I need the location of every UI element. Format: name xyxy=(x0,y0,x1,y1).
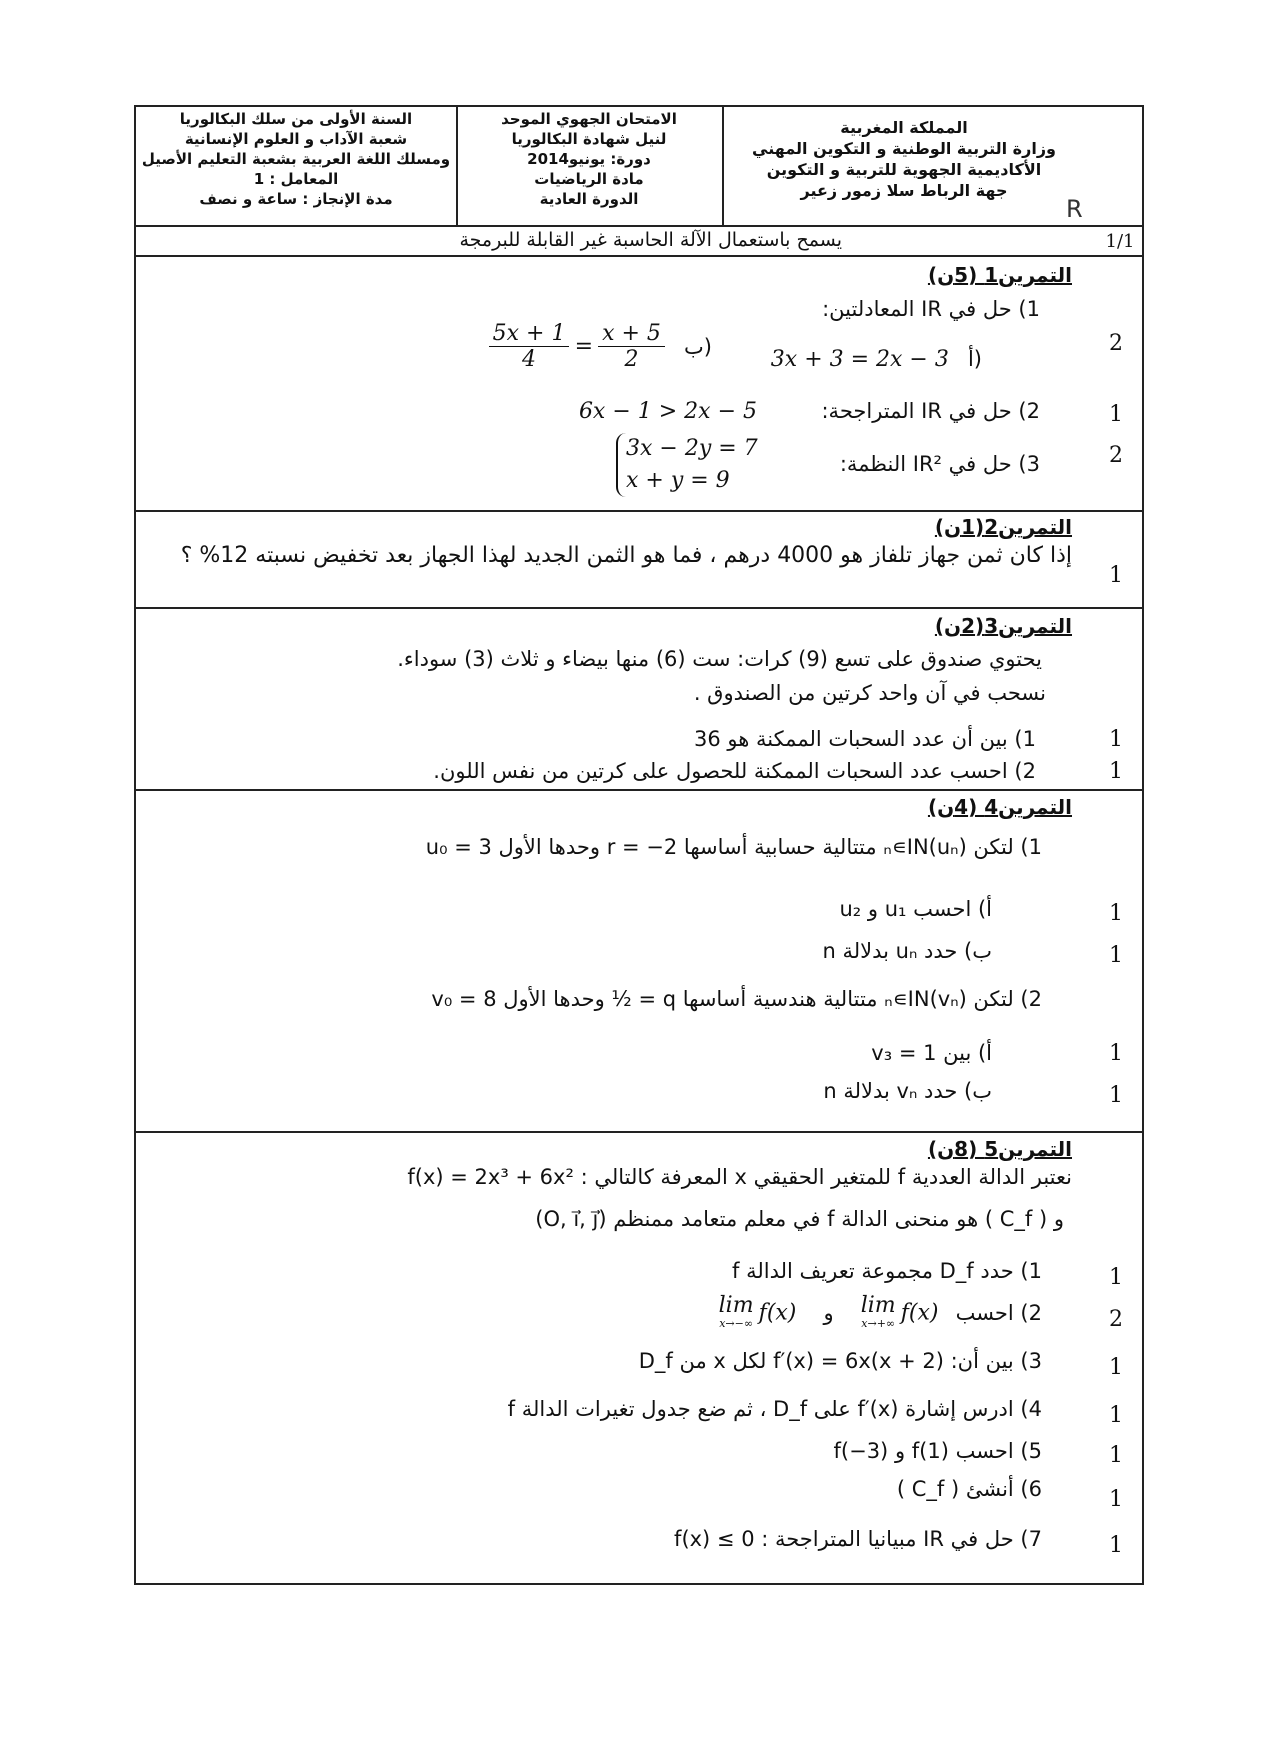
header-right-block xyxy=(724,117,1084,201)
ex3-line1: يحتوي صندوق على تسع (9) كرات: ست (6) منها بيضاء و ثلاث (3) سوداء. xyxy=(397,647,1042,671)
calculator-note: يسمح باستعمال الآلة الحاسبة غير القابلة للبرمجة xyxy=(459,229,842,251)
ex5-q2-text: 2) احسب xyxy=(955,1300,1042,1325)
ex1-a-equation: 3x + 3 = 2x − 3 xyxy=(770,347,949,372)
ex4-q2b: ب) حدد vₙ بدلالة n xyxy=(823,1079,992,1103)
equals-sign: = xyxy=(574,334,593,359)
ex4-q2: 2) لتكن (vₙ)ₙ∊IN متتالية هندسية أساسها q = ½ وحدها الأول v₀ = 8 xyxy=(431,987,1042,1011)
fraction-denominator: 2 xyxy=(624,347,639,372)
exam-sheet xyxy=(134,105,1144,1585)
ex2-bottom-line xyxy=(136,607,1142,609)
ex1-q2: 2) حل في IR المتراجحة: xyxy=(821,399,1040,423)
ex5-q7: 7) حل في IR مبيانيا المتراجحة : f(x) ≤ 0 xyxy=(674,1527,1042,1551)
ex5-score-3: 1 xyxy=(1109,1355,1123,1380)
limit-minus-infinity xyxy=(718,1293,754,1333)
header-center-block xyxy=(458,109,720,209)
ex5-title: التمرين5 (8ن) xyxy=(927,1137,1072,1161)
ex5-score-1: 1 xyxy=(1109,1265,1123,1290)
ex4-bottom-line xyxy=(136,1131,1142,1133)
ex4-score-3: 1 xyxy=(1109,1041,1123,1066)
ex1-title: التمرين1 (5ن) xyxy=(927,263,1072,287)
ex5-q6: 6) أنشئ ( C_f ) xyxy=(896,1477,1042,1501)
ex5-q5: 5) احسب f(1) و f(−3) xyxy=(833,1439,1042,1463)
ex4-score-2: 1 xyxy=(1109,943,1123,968)
ex1-q3: 3) حل في IR² النظمة: xyxy=(839,452,1040,476)
lim-text: lim xyxy=(860,1293,896,1318)
ex2-title: التمرين2(1ن) xyxy=(934,515,1072,539)
header-center-line: الدورة العادية xyxy=(539,190,639,208)
ex5-score-5: 1 xyxy=(1109,1443,1123,1468)
header-left-line: السنة الأولى من سلك البكالوريا xyxy=(179,110,413,128)
ex3-line2: نسحب في آن واحد كرتين من الصندوق . xyxy=(693,681,1046,705)
ex4-score-4: 1 xyxy=(1109,1083,1123,1108)
ex3-q1: 1) بين أن عدد السحبات الممكنة هو 36 xyxy=(693,727,1036,751)
limit-function: f(x) xyxy=(900,1300,939,1326)
limit-plus-infinity xyxy=(860,1293,896,1333)
ex5-intro2: و ( C_f ) هو منحنى الدالة f في معلم متعامد ممنظم (O, i⃗, j⃗) xyxy=(535,1207,1064,1231)
ex5-score-7: 1 xyxy=(1109,1533,1123,1558)
ex5-score-6: 1 xyxy=(1109,1487,1123,1512)
ex4-q1: 1) لتكن (uₙ)ₙ∊IN متتالية حسابية أساسها r = −2 وحدها الأول u₀ = 3 xyxy=(425,835,1042,859)
ex3-title: التمرين3(2ن) xyxy=(934,614,1072,638)
header-center-line: دورة: يونيو2014 xyxy=(527,150,651,168)
ex3-q2: 2) احسب عدد السحبات الممكنة للحصول على كرتين من نفس اللون. xyxy=(433,759,1036,783)
lim-text: lim xyxy=(718,1293,754,1318)
ex5-score-4: 1 xyxy=(1109,1403,1123,1428)
ex4-q1b: ب) حدد uₙ بدلالة n xyxy=(822,939,992,963)
header-left-line: شعبة الآداب و العلوم الإنسانية xyxy=(184,130,408,148)
ex1-b-left-fraction xyxy=(489,321,570,372)
header-left-block xyxy=(138,109,454,209)
ex5-intro1: نعتبر الدالة العددية f للمتغير الحقيقي x المعرفة كالتالي : f(x) = 2x³ + 6x² xyxy=(407,1165,1072,1189)
ex2-text: إذا كان ثمن جهاز تلفاز هو 4000 درهم ، فما هو الثمن الجديد لهذا الجهاز بعد تخفيض نسبته 12% ؟ xyxy=(180,543,1072,568)
fraction-numerator: 5x + 1 xyxy=(489,321,570,347)
header-center-line: الامتحان الجهوي الموحد xyxy=(501,110,677,128)
ex4-title: التمرين4 (4ن) xyxy=(927,795,1072,819)
ex3-score-2: 1 xyxy=(1109,759,1123,784)
ex1-b-right-fraction xyxy=(598,321,665,372)
conjunction: و xyxy=(823,1300,834,1325)
ex1-bottom-line xyxy=(136,510,1142,512)
ex1-system xyxy=(616,433,758,497)
header-right-line: الأكاديمية الجهوية للتربية و التكوين xyxy=(766,160,1042,179)
header-left-line: مدة الإنجاز : ساعة و نصف xyxy=(199,190,393,208)
ex1-a-label: أ) xyxy=(967,347,982,371)
ex1-score-2: 1 xyxy=(1109,402,1123,427)
system-equation-1: 3x − 2y = 7 xyxy=(626,436,758,461)
ex4-q2a: أ) بين v₃ = 1 xyxy=(871,1041,992,1065)
lim-subscript: x→−∞ xyxy=(719,1317,754,1330)
ex1-score-1: 2 xyxy=(1109,331,1123,356)
header-right-line: جهة الرباط سلا زمور زعير xyxy=(800,181,1008,200)
header-left-line: ومسلك اللغة العربية بشعبة التعليم الأصيل xyxy=(141,150,451,168)
ex1-a xyxy=(771,347,982,372)
ex4-q1a: أ) احسب u₁ و u₂ xyxy=(839,897,992,921)
fraction-denominator: 4 xyxy=(522,347,537,372)
ex5-q3: 3) بين أن: f′(x) = 6x(x + 2) لكل x من D_f xyxy=(638,1349,1042,1373)
pencil-mark: R xyxy=(1066,195,1083,223)
ex1-q2-inequality: 6x − 1 > 2x − 5 xyxy=(578,399,757,424)
ex1-b xyxy=(489,321,712,372)
page-number: 1/1 xyxy=(1105,231,1135,252)
header-left-line: المعامل : 1 xyxy=(253,170,339,188)
limit-function: f(x) xyxy=(758,1300,797,1326)
ex5-score-2: 2 xyxy=(1109,1307,1123,1332)
ex3-bottom-line xyxy=(136,789,1142,791)
system-equation-2: x + y = 9 xyxy=(626,468,730,493)
ex4-score-1: 1 xyxy=(1109,901,1123,926)
ex3-score-1: 1 xyxy=(1109,727,1123,752)
ex1-b-label: ب) xyxy=(684,334,712,359)
header-center-line: لنيل شهادة البكالوريا xyxy=(511,130,667,148)
lim-subscript: x→+∞ xyxy=(861,1317,896,1330)
ex2-score: 1 xyxy=(1109,563,1123,588)
ex5-q1: 1) حدد D_f مجموعة تعريف الدالة f xyxy=(732,1259,1042,1283)
header-right-line: المملكة المغربية xyxy=(840,118,968,137)
header-center-line: مادة الرياضيات xyxy=(534,170,644,188)
ex1-score-3: 2 xyxy=(1109,443,1123,468)
note-bottom-line xyxy=(136,255,1142,257)
ex1-q1: 1) حل في IR المعادلتين: xyxy=(822,297,1040,321)
header-right-line: وزارة التربية الوطنية و التكوين المهني xyxy=(752,139,1056,158)
ex5-q4: 4) ادرس إشارة (x)′f على D_f ، ثم ضع جدول تغيرات الدالة f xyxy=(507,1397,1042,1421)
ex5-q2 xyxy=(718,1293,1042,1333)
header-bottom-line xyxy=(136,225,1142,227)
fraction-numerator: x + 5 xyxy=(598,321,665,347)
